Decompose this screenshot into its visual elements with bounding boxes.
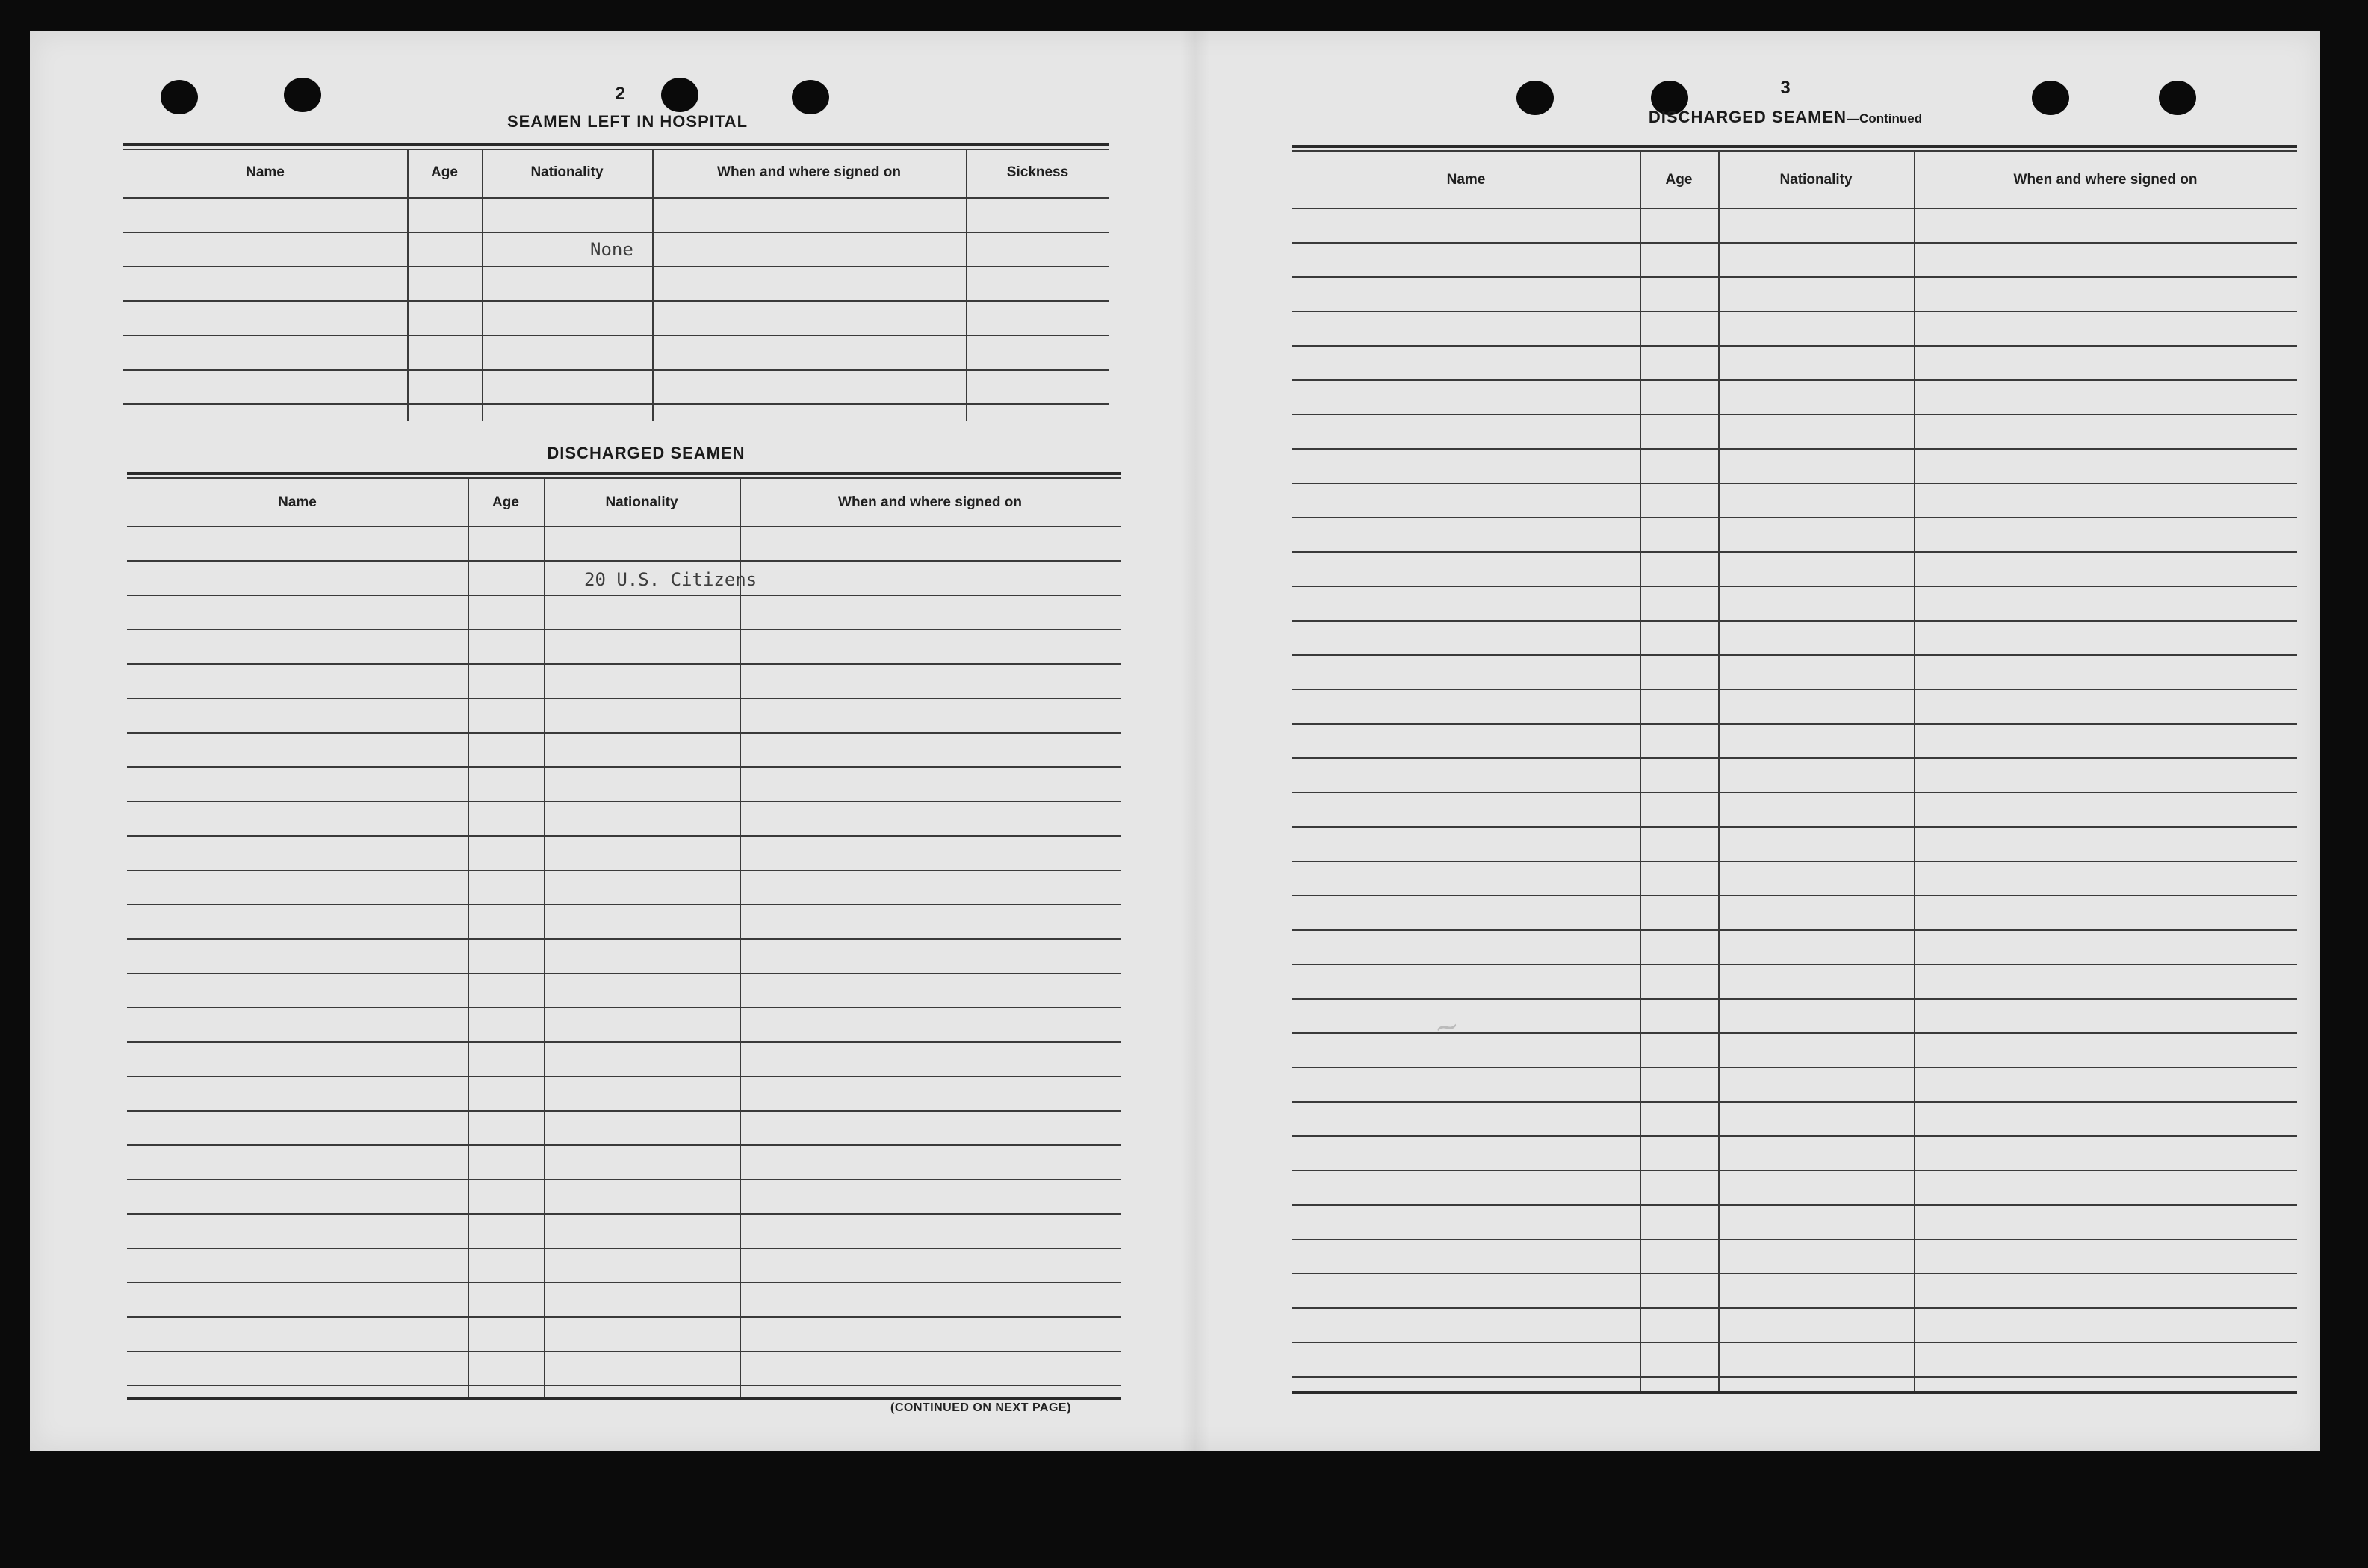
- discharged-continued-title: [1554, 108, 2017, 127]
- right-page: [1180, 31, 2320, 1451]
- discharged-entry: 20 U.S. Citizens: [584, 569, 757, 590]
- title-suffix: —Continued: [1847, 111, 1923, 125]
- column-header-age: Age: [1665, 172, 1693, 188]
- discharged-continued-table: [1292, 145, 2297, 1415]
- column-header-sickness: Sickness: [1006, 164, 1069, 180]
- column-header-age: Age: [431, 164, 458, 180]
- discharged-table: [127, 472, 1121, 1402]
- column-header-signed-on: When and where signed on: [2013, 172, 2198, 188]
- title-text: DISCHARGED SEAMEN: [1648, 108, 1847, 126]
- column-header-name: Name: [278, 495, 317, 510]
- column-header-nationality: Nationality: [1779, 172, 1853, 188]
- column-header-name: Name: [1446, 172, 1486, 188]
- hospital-table: [123, 143, 1109, 424]
- left-page: [30, 31, 1180, 1451]
- column-header-nationality: Nationality: [530, 164, 604, 180]
- page-number: 2: [615, 84, 625, 104]
- continued-note: (CONTINUED ON NEXT PAGE): [890, 1401, 1071, 1414]
- document-sheet: [30, 31, 2320, 1451]
- hospital-entry: None: [590, 239, 633, 260]
- column-header-age: Age: [492, 495, 519, 510]
- column-header-signed-on: When and where signed on: [717, 164, 901, 180]
- discharged-section-title: DISCHARGED SEAMEN: [547, 444, 746, 462]
- hospital-section-title: SEAMEN LEFT IN HOSPITAL: [506, 112, 748, 131]
- column-header-signed-on: When and where signed on: [838, 495, 1022, 510]
- faint-pencil-mark: ~: [1431, 1008, 1462, 1047]
- page-number: 3: [1780, 78, 1791, 98]
- column-header-nationality: Nationality: [605, 495, 678, 510]
- column-header-name: Name: [246, 164, 285, 180]
